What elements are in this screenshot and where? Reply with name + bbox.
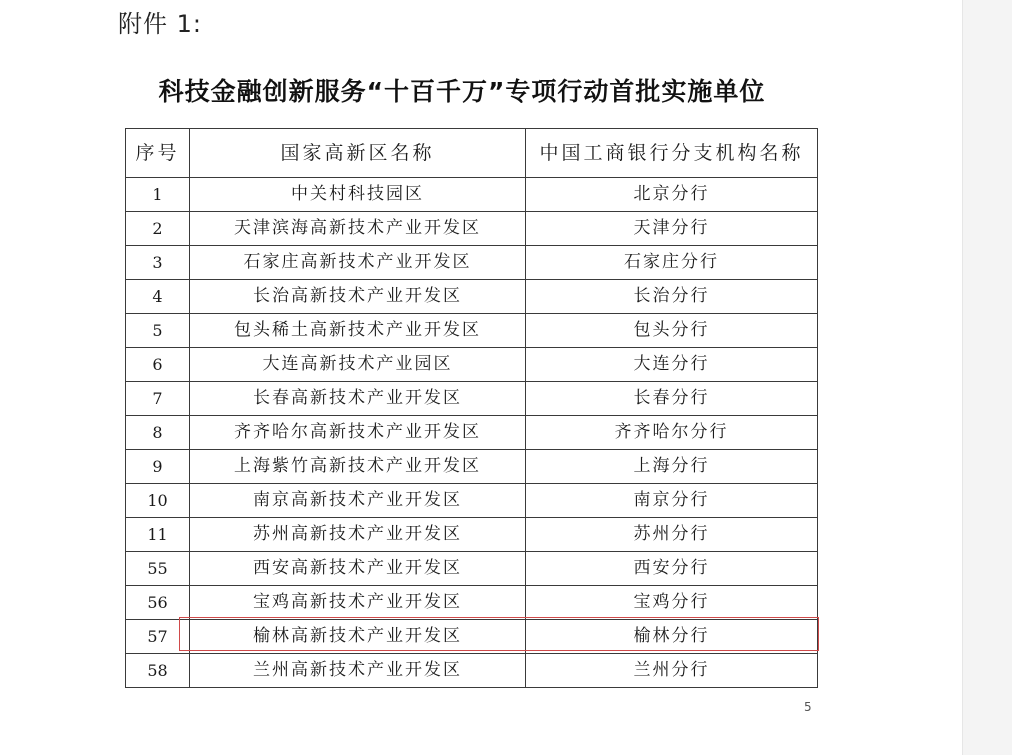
branch-name: 宝鸡分行 [526,586,818,620]
zone-name: 石家庄高新技术产业开发区 [190,246,526,280]
page-edge-shadow [962,0,1012,755]
zone-name: 西安高新技术产业开发区 [190,552,526,586]
row-number: 11 [126,518,190,552]
row-number: 6 [126,348,190,382]
branch-name: 南京分行 [526,484,818,518]
table-row [126,246,818,280]
header-branch-name: 中国工商银行分支机构名称 [526,129,818,178]
branch-name: 大连分行 [526,348,818,382]
table-row [126,178,818,212]
zone-name: 上海紫竹高新技术产业开发区 [190,450,526,484]
table-row [126,552,818,586]
row-number: 7 [126,382,190,416]
row-number: 3 [126,246,190,280]
branch-name: 长春分行 [526,382,818,416]
branch-name: 齐齐哈尔分行 [526,416,818,450]
table-row [126,348,818,382]
table-header-row [126,129,818,178]
row-number: 9 [126,450,190,484]
zone-name: 苏州高新技术产业开发区 [190,518,526,552]
branch-name: 天津分行 [526,212,818,246]
branch-name: 长治分行 [526,280,818,314]
table-row [126,518,818,552]
table-row [126,586,818,620]
branch-name: 兰州分行 [526,654,818,688]
attachment-label: 附件 1: [118,10,202,38]
zone-name: 大连高新技术产业园区 [190,348,526,382]
row-number: 5 [126,314,190,348]
branch-name: 包头分行 [526,314,818,348]
zone-name: 南京高新技术产业开发区 [190,484,526,518]
row-number: 1 [126,178,190,212]
row-number: 58 [126,654,190,688]
table-row [126,450,818,484]
zone-name: 榆林高新技术产业开发区 [190,620,526,654]
table-row [126,212,818,246]
header-serial-number: 序号 [126,129,190,178]
page-number: 5 [804,700,812,714]
row-number: 57 [126,620,190,654]
branch-name: 上海分行 [526,450,818,484]
branch-name: 石家庄分行 [526,246,818,280]
row-number: 2 [126,212,190,246]
table-row-highlighted [126,620,818,654]
table-row [126,382,818,416]
zone-name: 包头稀土高新技术产业开发区 [190,314,526,348]
header-zone-name: 国家高新区名称 [190,129,526,178]
zone-name: 中关村科技园区 [190,178,526,212]
zone-name: 长治高新技术产业开发区 [190,280,526,314]
table-row [126,314,818,348]
zone-name: 天津滨海高新技术产业开发区 [190,212,526,246]
implementation-units-table [125,128,818,688]
document-title: 科技金融创新服务“十百千万”专项行动首批实施单位 [158,77,766,106]
row-number: 56 [126,586,190,620]
branch-name: 榆林分行 [526,620,818,654]
zone-name: 兰州高新技术产业开发区 [190,654,526,688]
zone-name: 齐齐哈尔高新技术产业开发区 [190,416,526,450]
row-number: 55 [126,552,190,586]
table-row [126,416,818,450]
table-row [126,280,818,314]
row-number: 4 [126,280,190,314]
table-row [126,484,818,518]
row-number: 8 [126,416,190,450]
branch-name: 北京分行 [526,178,818,212]
branch-name: 西安分行 [526,552,818,586]
zone-name: 长春高新技术产业开发区 [190,382,526,416]
table-row [126,654,818,688]
branch-name: 苏州分行 [526,518,818,552]
row-number: 10 [126,484,190,518]
zone-name: 宝鸡高新技术产业开发区 [190,586,526,620]
